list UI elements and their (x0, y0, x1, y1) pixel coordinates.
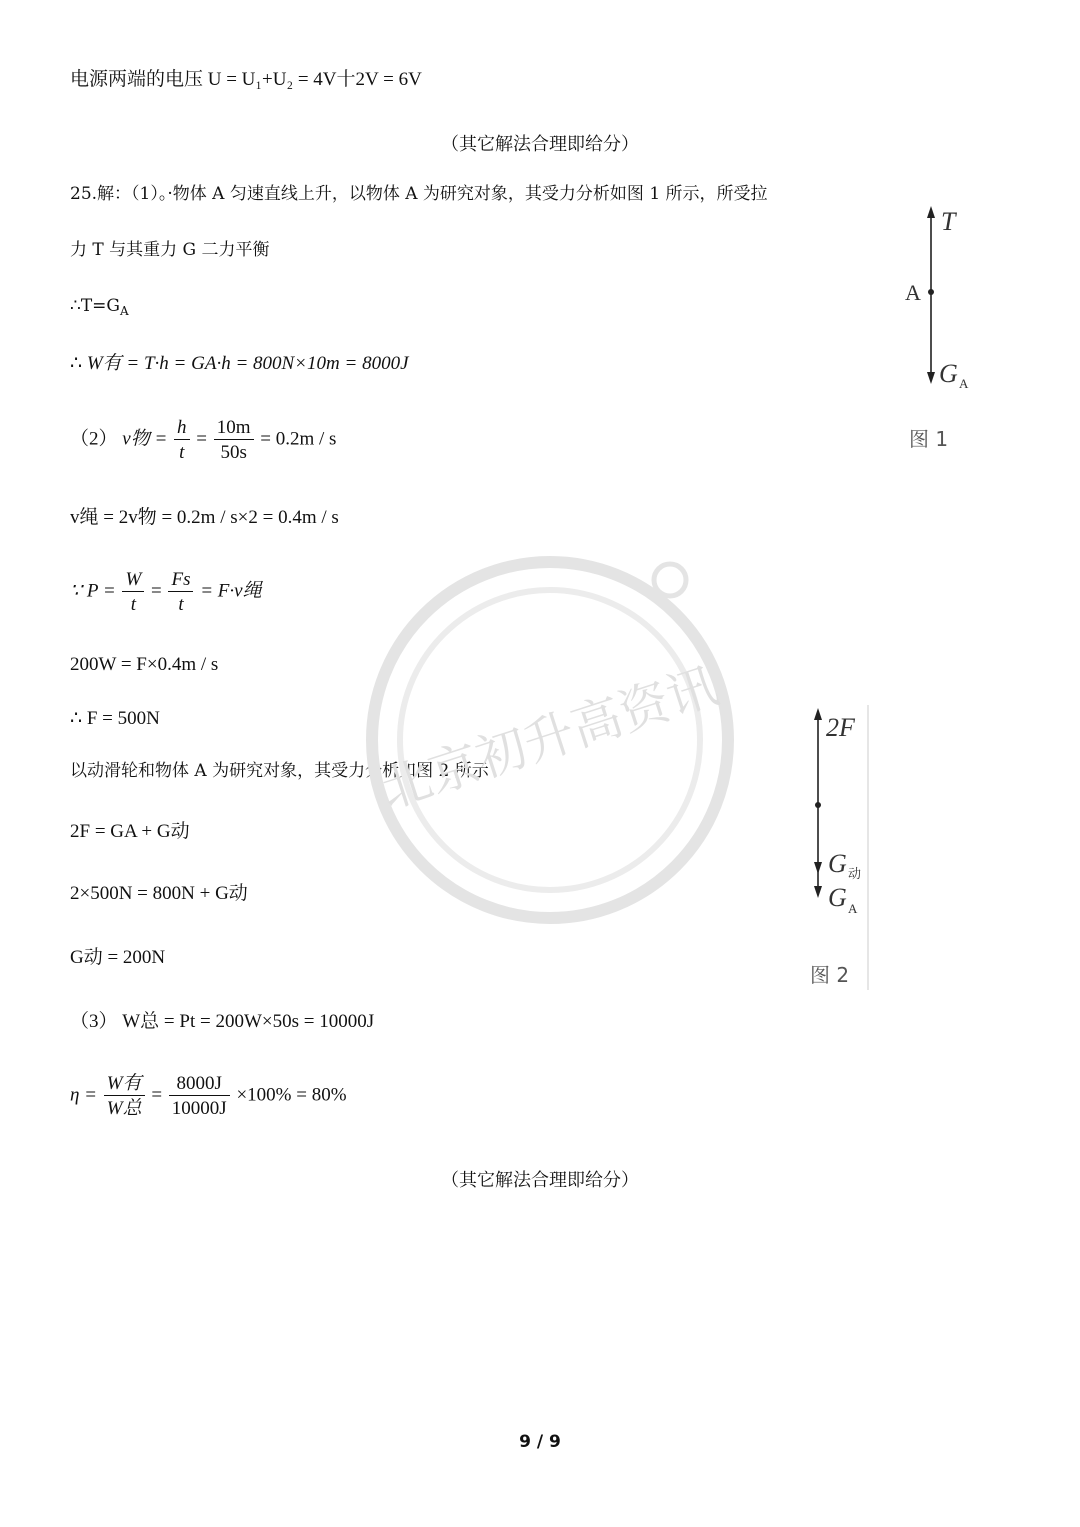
g-dyn-result: G动 = 200N (70, 947, 166, 968)
fig1-label-t: T (941, 207, 956, 236)
equation-2f: 2F = GA + G动 (70, 821, 190, 842)
total-work-line: （3） W总 = Pt = 200W×50s = 10000J (70, 1011, 375, 1032)
other-methods-note-1: （其它解法合理即给分） (441, 134, 639, 155)
fig2-caption: 图 2 (810, 963, 850, 987)
watermark-seal (360, 550, 740, 930)
v-obj-lhs: v物 = (122, 428, 168, 450)
q25-intro-line-1: 25.解：（1）。·物体 A 匀速直线上升，以物体 A 为研究对象，其受力分析如图 1 所示，所受拉 (70, 184, 768, 204)
fig2-label-g-dyn: G (828, 849, 847, 878)
fraction-10m-over-50s: $\frac{10m}{50s}$ (214, 418, 254, 462)
eta-lhs: η = (70, 1084, 97, 1106)
force-result-line: ∴ F = 500N (70, 708, 160, 729)
power-rhs: = F·v绳 (200, 580, 262, 602)
fraction-w-over-t: $\frac{W}{t}$ (122, 570, 144, 614)
power-value-line: 200W = F×0.4m / s (70, 654, 219, 675)
fig1-caption: 图 1 (909, 427, 949, 451)
t-equals-ga (70, 298, 129, 317)
rope-velocity-line: v绳 = 2v物 = 0.2m / s×2 = 0.4m / s (70, 507, 339, 528)
equation-2f-numeric: 2×500N = 800N + G动 (70, 883, 248, 904)
fraction-8000-over-10000: $\frac{8000J}{10000J}$ (169, 1074, 230, 1118)
watermark-inner-ring (400, 590, 700, 890)
fig2-label-g-sub: A (848, 901, 858, 916)
fig2-arrow-down-1 (814, 862, 822, 874)
fig1-arrow-up (927, 206, 935, 218)
power-voltage-line: 电源两端的电压 U = U₁+U₂ = 4V十2V = 6V (70, 69, 422, 90)
fig2-arrow-up (814, 708, 822, 720)
fig1-label-a: A (905, 280, 921, 305)
fraction-fs-over-t: $\frac{Fs}{t}$ (168, 570, 193, 614)
efficiency-line: η = $\frac{\text{W有}}{\text{W总}}$ = $\frac{8000J}{10000J}$ ×100% = 80% (70, 1073, 347, 1119)
fig2-label-g: G (828, 883, 847, 912)
useful-work-line (70, 354, 409, 373)
watermark-outer-ring (372, 562, 728, 918)
figure-2-force-diagram (800, 700, 880, 995)
therefore-sign: ∴ (70, 353, 83, 374)
page-number: 9 / 9 (519, 1432, 561, 1452)
fig1-arrow-down (927, 372, 935, 384)
eta-rhs: ×100% = 80% (236, 1084, 347, 1106)
t-equals-text: ∴T=G (70, 296, 120, 316)
power-formula-line: ∵ P = $\frac{W}{t}$ = $\frac{Fs}{t}$ = F·v绳 (70, 569, 262, 615)
fig1-center-dot (928, 289, 934, 295)
watermark-text: 北京初升高资讯 (373, 656, 725, 820)
fraction-w-useful-over-w-total: $\frac{\text{W有}}{\text{W总}}$ (104, 1074, 145, 1118)
t-equals-sub: A (119, 304, 129, 318)
pulley-intro-line: 以动滑轮和物体 A 为研究对象，其受力分析如图 2 所示 (70, 761, 489, 781)
fig2-label-2f: 2F (826, 713, 855, 742)
q25-intro-line-2: 力 T 与其重力 G 二力平衡 (70, 240, 270, 260)
fig2-label-g-dyn-sub: 动 (848, 867, 862, 882)
fig2-arrow-down-2 (814, 886, 822, 898)
object-velocity-line: （2） v物 = $\frac{h}{t}$ = $\frac{10m}{50s}$ = 0.2m / s (70, 417, 337, 463)
v-obj-result: = 0.2m / s (260, 428, 337, 450)
figure-1-force-diagram (895, 200, 1005, 460)
fraction-h-over-t: $\frac{h}{t}$ (174, 418, 190, 462)
other-methods-note-2: （其它解法合理即给分） (441, 1170, 639, 1191)
power-lhs: ∵ P = (70, 580, 116, 602)
fig1-label-g: G (939, 359, 958, 388)
fig1-label-g-sub: A (959, 376, 969, 391)
part2-label: （2） (70, 428, 118, 450)
useful-work-expr: W有 = T·h = GA·h = 800N×10m = 8000J (86, 353, 409, 374)
fig2-center-dot (815, 802, 821, 808)
watermark-dot-1 (654, 564, 686, 596)
